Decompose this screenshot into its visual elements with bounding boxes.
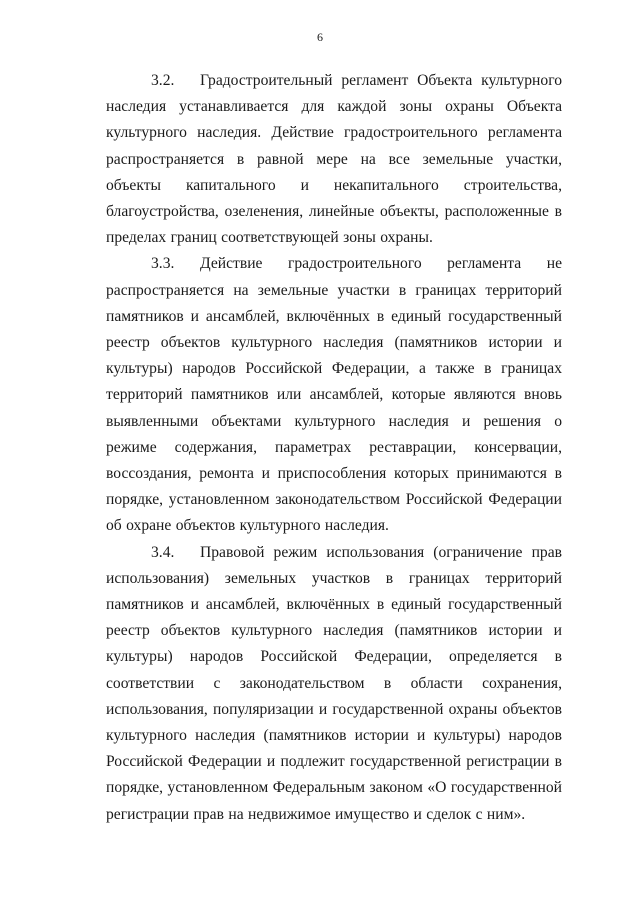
paragraph-3-3	[106, 251, 562, 539]
paragraph-text: Правовой режим использования (ограничение прав использования) земельных участков в границах территорий памятников и ансамблей, включённых в единый государственный реестр объектов культурного наследия (памятников истории и культуры) народов Российской Федерации, определяется в соответствии с законодательством в области сохранения, использования, популяризации и государственной охраны объектов культурного наследия (памятников истории и культуры) народов Российской Федерации и подлежит государственной регистрации в порядке, установленном Федеральным законом «О государственной регистрации прав на недвижимое имущество и сделок с ним».	[106, 543, 562, 823]
paragraph-text: Градостроительный регламент Объекта культурного наследия устанавливается для каждой зоны охраны Объекта культурного наследия. Действие градостроительного регламента распространяется в равной мере на все земельные участки, объекты капитального и некапитального строительства, благоустройства, озеленения, линейные объекты, расположенные в пределах границ соответствующей зоны охраны.	[106, 72, 562, 247]
page-number: 6	[317, 30, 323, 44]
paragraph-number: 3.4.	[151, 543, 175, 561]
paragraph-number: 3.3.	[151, 255, 175, 273]
paragraph-3-4	[106, 540, 562, 828]
paragraph-text: Действие градостроительного регламента не распространяется на земельные участки в границах территорий памятников и ансамблей, включённых в единый государственный реестр объектов культурного наследия (памятников истории и культуры) народов Российской Федерации, а также в границах территорий памятников или ансамблей, которые являются вновь выявленными объектами культурного наследия и решения о режиме содержания, параметрах реставрации, консервации, воссоздания, ремонта и приспособления которых принимаются в порядке, установленном законодательством Российской Федерации об охране объектов культурного наследия.	[106, 255, 562, 535]
paragraph-3-2	[106, 68, 562, 251]
paragraph-number: 3.2.	[151, 72, 175, 89]
document-body	[106, 68, 562, 828]
